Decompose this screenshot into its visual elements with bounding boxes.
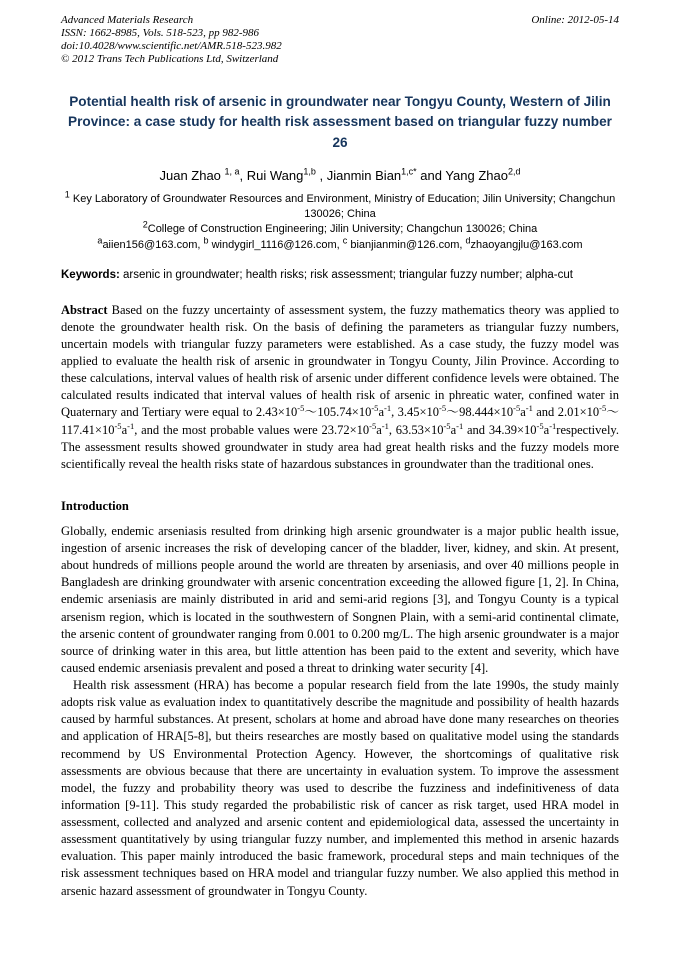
abstract-paragraph: Abstract Based on the fuzzy uncertainty of assessment system, the fuzzy mathematics theory was applied to denote the groundwater health risk. On the basis of defining the parameters as triangular fuzzy numbers, uncertain models with triangular fuzzy parameters were established. As a case study, the fuzzy model was applied to evaluate the health risk of arsenic in groundwater in Tongyu County, Jilin Province. According to these calculations, interval values of health risk of arsenic under different confidence levels were obtained. The calculated results indicated that interval values of health risk of arsenic in phreatic water, confined water in Quaternary and Tertiary were equal to $2.43\times 10^{-5}\sim 105.74\times 10^{-5}a^{-1}$, $3.45\times 10^{-5}\sim 98.444\times 10^{-5}a^{-1}$ and $2.01\times 10^{-5}\sim 117.41\times 10^{-5}a^{-1}$, and the most probable values were $23.72\times 10^{-5}a^{-1}$, $63.53\times 10^{-5}a^{-1}$ and $34.39\times 10^{-5}a^{-1}respectively$. The assessment results showed groundwater in study area had great health risks and the fuzzy models more scientifically reveal the health risks state of hazardous substances in groundwater than the traditional ones. [61,302,619,471]
journal-header [61,14,619,66]
paper-title: Potential health risk of arsenic in groundwater near Tongyu County, Western of Jilin Province: a case study for health risk assessment based on triangular fuzzy number 26 [68,93,612,150]
copyright-line: © 2012 Trans Tech Publications Ltd, Switzerland [61,52,279,65]
author-line: Juan Zhao $^{1, a}$, Rui Wang$^{1,b}$ , Jianmin Bian$^{1,c*}$ and Yang Zhao$^{2,d}$ [159,166,521,184]
email-line: $^a$aiien156@163.com, $^b$ windygirl_1116@126.com, $^c$ bianjianmin@126.com, $^d$zhaoyangjlu@163.com [97,234,583,251]
journal-header-row [61,14,619,27]
issn-line: ISSN: 1662-8985, Vols. 518-523, pp 982-986 [61,26,259,39]
keywords-label: Keywords: [61,268,120,281]
affiliation-1: $^1$ Key Laboratory of Groundwater Resources and Environment, Ministry of Education; Jilin University; Changchun 130026; China [64,189,616,220]
journal-name: Advanced Materials Research [61,14,194,26]
doi-line: doi:10.4028/www.scientific.net/AMR.518-523.982 [61,39,282,52]
keywords-text: arsenic in groundwater; health risks; risk assessment; triangular fuzzy number; alpha-cut [119,268,573,281]
keywords-line [61,267,619,283]
intro-paragraph-2: Health risk assessment (HRA) has become a popular research field from the late 1990s, the study mainly adopts risk value as evaluation index to quantitatively describe the magnitude and possibility of health hazards caused by harmful substances. At present, scholars at home and abroad have done many researches on theories and application of HRA[5-8], but theirs researches are mostly based on qualitative model using the standards recommend by US Environmental Protection Agency. However, the shortcomings of qualitative risk assessments are obvious because that there are uncertainty in evaluation system. To improve the assessment model, the fuzzy and probability theory was used to describe the fuzziness and indefinitiveness of data information [9-11]. This study regarded the probabilistic risk of cancer as risk target, used HRA model in assessment, collected and analyzed and arsenic content and epidemiological data, assessed the uncertainty in assessment quantitatively by using triangular fuzzy number, and implemented this method in arsenic hazards evaluation. This paper mainly introduced the basic framework, procedural steps and main techniques of the risk assessment techniques based on HRA model and triangular fuzzy number. We also applied this method in arsenic hazard assessment of groundwater in Tongyu County. [61,678,619,898]
online-date: Online: 2012-05-14 [531,14,619,26]
section-heading-introduction: Introduction [61,498,129,513]
intro-paragraph-1: Globally, endemic arseniasis resulted from drinking high arsenic groundwater is a major public health issue, ingestion of arsenic increases the risk of developing cancer of the bladder, liver, kidney, and skin. At present, about hundreds of millions people around the world are threaten by arseniasis, and over 40 millions people in Bangladesh are drinking groundwater with arsenic concentration exceeding the allowed figure [1, 2]. In China, endemic arseniasis are mainly distributed in arid and semi-arid regions [3], and Tongyu County is a typical arsenism region, which is located in the southwestern of Songnen Plain, with a semi-arid continental climate, the arsenic content of groundwater ranging from 0.001 to 0.200 mg/L. The high arsenic groundwater is a major source of drinking water in this area, but little attention has been paid to the extent and severity, which have caused endemic arseniasis prevalent and posed a threat to drinking water security [4]. [61,523,619,675]
affiliation-2: $^2$College of Construction Engineering; Jilin University; Changchun 130026; China [142,219,538,235]
